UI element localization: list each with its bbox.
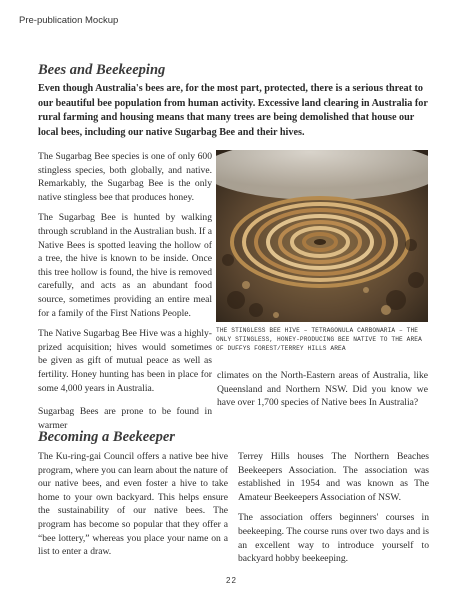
- hive-illustration: [216, 150, 428, 322]
- paragraph: The Ku-ring-gai Council offers a native bee hive program, where you can learn about the nature of our native bees, and even foster a hive to take home to your own backyard. This helps ensure the sustainability of our native bees. The program has become so popular that they offer a “bee lottery,” whereas you place your name on a list to enter a draw.: [38, 451, 228, 558]
- section-title-becoming-beekeeper: Becoming a Beekeeper: [38, 429, 175, 445]
- section2-right-column: [238, 450, 429, 573]
- paragraph: The Native Sugarbag Bee Hive was a highly-prized acquisition; hives would sometimes be given as gift of mutual peace as well as fertility. Honey hunting has been in place for some 4,000 years in Australia.: [38, 328, 212, 394]
- paragraph: The Sugarbag Bee species is one of only 600 stingless species, both globally, and native. Remarkably, the Sugarbag Bee is the only native stingless bee that produces honey.: [38, 151, 212, 203]
- page-number: 22: [226, 576, 237, 585]
- section2-left-column: [38, 450, 228, 566]
- stingless-bee-hive-photo: [216, 150, 428, 322]
- paragraph: The association offers beginners' courses in beekeeping. The course runs over two days and is an excellent way to introduce yourself to backyard hobby beekeeping.: [238, 512, 429, 565]
- paragraph: climates on the North-Eastern areas of Australia, like Queensland and Northern NSW. Did you know we have over 1,700 species of Native bees In Australia?: [217, 370, 428, 409]
- section-title-bees: Bees and Beekeeping: [38, 62, 166, 78]
- intro-paragraph: Even though Australia's bees are, for the most part, protected, there is a serious threat to our beautiful bee population from human activity. Excessive land clearing in Australia for rural farming and housing means that many trees are being demolished that house our local bees, including our native Sugarbag Bee and their hives.: [38, 83, 428, 138]
- photo-caption: THE STINGLESS BEE HIVE – TETRAGONULA CARBONARIA – THE ONLY STINGLESS, HONEY-PRODUCING BEE NATIVE TO THE AREA OF DUFFYS FOREST/TERREY HILLS AREA: [216, 327, 422, 352]
- section1-right-column: [217, 369, 428, 417]
- paragraph: Terrey Hills houses The Northern Beaches Beekeepers Association. The association was established in 1954 and was known as The Amateur Beekeepers Association of NSW.: [238, 451, 429, 503]
- paragraph: The Sugarbag Bee is hunted by walking through scrubland in the Australian bush. If a Native Bees is spotted leaving the hollow of a tree, the hive is known to be inside. Once this tree hollow is found, the hive is removed carefully, and acts as an abundant food source, sometimes providing an entire meal for a family of the First Nations People.: [38, 212, 212, 319]
- mockup-header-label: Pre-publication Mockup: [19, 15, 119, 26]
- section1-left-column: [38, 150, 212, 439]
- paragraph: Sugarbag Bees are prone to be found in warmer: [38, 406, 212, 431]
